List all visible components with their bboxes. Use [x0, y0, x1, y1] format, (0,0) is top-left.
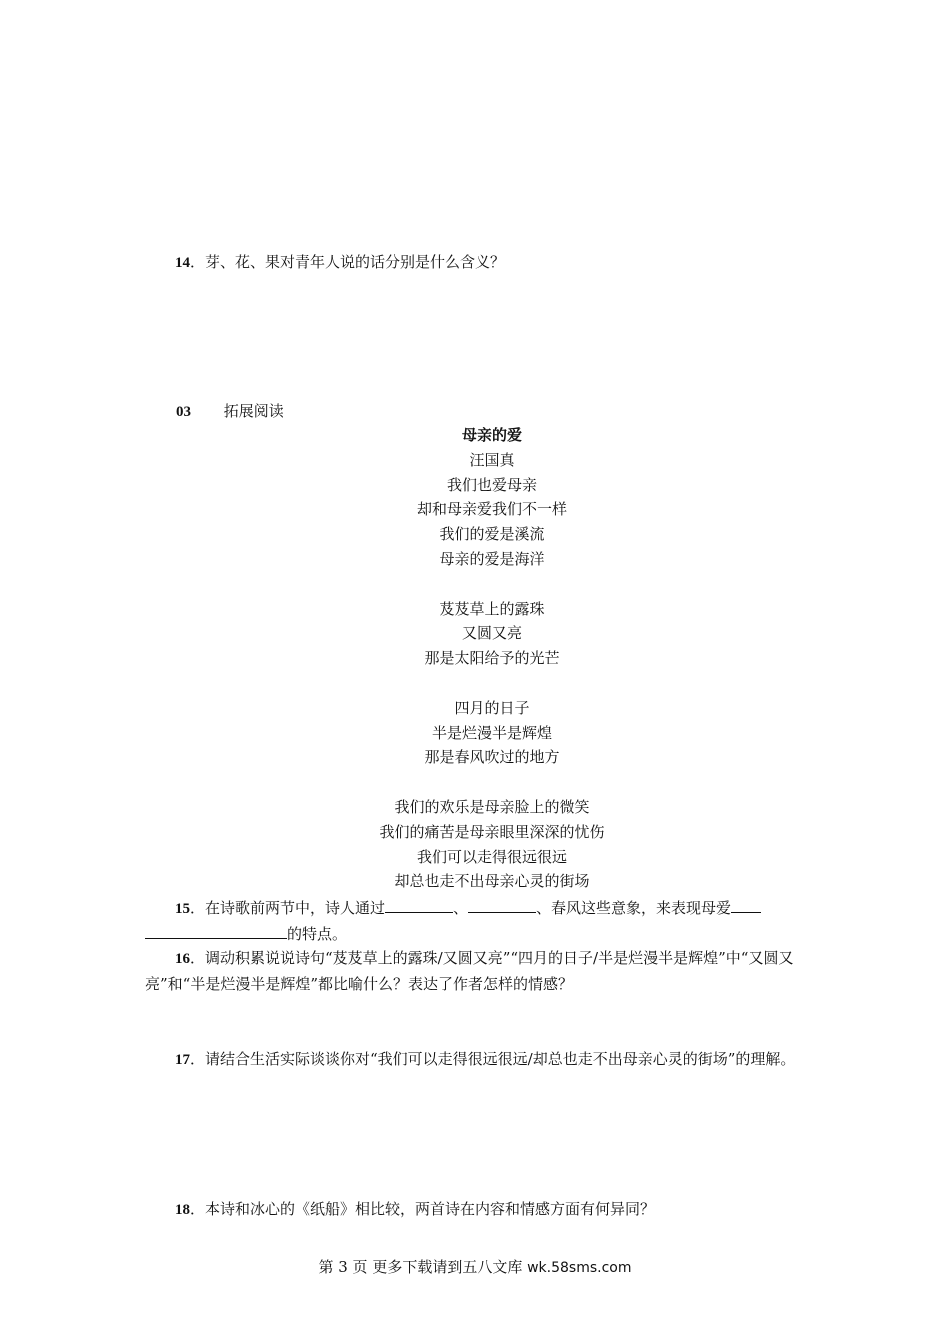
- question-18: [145, 1197, 810, 1223]
- question-number: 15: [175, 901, 190, 917]
- question-text: ．调动积累说说诗句“芨芨草上的露珠/又圆又亮”“四月的日子/半是烂漫半是辉煌”中“又圆又亮”和“半是烂漫半是辉煌”都比喻什么？表达了作者怎样的情感？: [145, 949, 794, 993]
- poem-line: 却和母亲爱我们不一样: [416, 500, 567, 519]
- answer-blank[interactable]: [468, 897, 536, 913]
- question-text: 、: [453, 899, 469, 917]
- poem-line: 我们的痛苦是母亲眼里深深的忧伤: [379, 822, 605, 841]
- stanza-gap: [0, 671, 950, 696]
- answer-blank[interactable]: [731, 897, 761, 913]
- answer-blank[interactable]: [385, 897, 453, 913]
- question-text: ．本诗和冰心的《纸船》相比较，两首诗在内容和情感方面有何异同？: [190, 1200, 656, 1218]
- question-15: [145, 896, 810, 947]
- stanza-gap: [0, 572, 950, 597]
- poem-line: 我们可以走得很远很远: [416, 847, 567, 866]
- footer-page-text: 第 3 页 更多下载请到五八文库: [318, 1258, 523, 1276]
- question-number: 18: [175, 1202, 190, 1218]
- poem-line: 我们的欢乐是母亲脸上的微笑: [394, 797, 590, 816]
- question-text: 的特点。: [287, 925, 348, 943]
- poem-line: 又圆又亮: [461, 624, 522, 643]
- footer-site-link[interactable]: wk.58sms.com: [527, 1260, 632, 1276]
- poem-line: 那是太阳给予的光芒: [424, 649, 560, 668]
- question-14: [145, 250, 810, 276]
- question-text: 、春风这些意象，来表现母爱: [536, 899, 732, 917]
- poem-line: 那是春风吹过的地方: [424, 748, 560, 767]
- poem-line: 半是烂漫半是辉煌: [431, 723, 552, 742]
- poem-line: 我们也爱母亲: [446, 475, 537, 494]
- question-number: 16: [175, 951, 190, 967]
- question-number: 14: [175, 255, 190, 271]
- poem-title: 母亲的爱: [461, 426, 522, 444]
- section-number: 03: [176, 404, 191, 420]
- poem-line: 母亲的爱是海洋: [439, 549, 545, 568]
- question-text: ．芽、花、果对青年人说的话分别是什么含义？: [190, 253, 506, 271]
- section-title: 拓展阅读: [223, 402, 284, 420]
- question-number: 17: [175, 1052, 190, 1068]
- question-text: ．在诗歌前两节中，诗人通过: [190, 899, 386, 917]
- poem: [0, 423, 950, 894]
- poem-author: 汪国真: [469, 450, 515, 469]
- question-text: ．请结合生活实际谈谈你对“我们可以走得很远很远/却总也走不出母亲心灵的街场”的理解。: [190, 1050, 796, 1068]
- answer-blank[interactable]: [145, 923, 287, 939]
- stanza-gap: [0, 770, 950, 795]
- question-17: [145, 1047, 810, 1073]
- section-header: [176, 400, 284, 423]
- poem-line: 却总也走不出母亲心灵的街场: [394, 872, 590, 891]
- poem-line: 四月的日子: [454, 698, 530, 717]
- poem-line: 芨芨草上的露珠: [439, 599, 545, 618]
- page-footer: [0, 1256, 950, 1279]
- question-16: [145, 946, 810, 997]
- poem-line: 我们的爱是溪流: [439, 525, 545, 544]
